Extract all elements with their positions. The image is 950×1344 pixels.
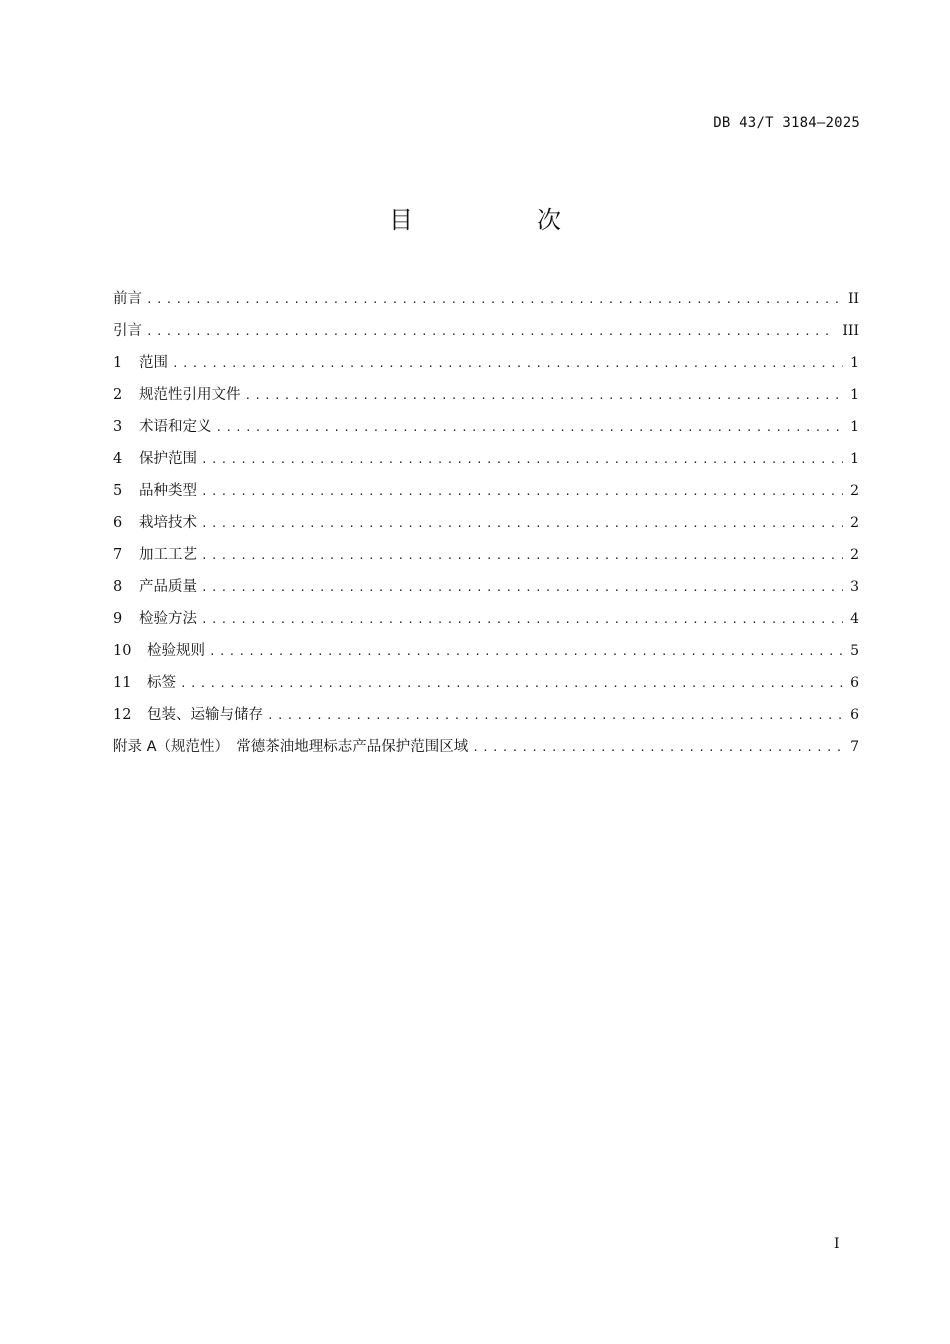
toc-entry-section-12[interactable] <box>113 699 859 731</box>
toc-entry-section-7[interactable] <box>113 539 859 571</box>
toc-page-number: 2 <box>850 483 859 499</box>
table-of-contents <box>113 283 859 763</box>
page-title: 目 次 <box>389 206 611 234</box>
toc-entry-section-6[interactable] <box>113 507 859 539</box>
toc-section-number: 10 <box>113 643 132 659</box>
document-code: DB 43/T 3184—2025 <box>713 115 860 131</box>
toc-entry-label: 检验规则 <box>147 643 205 659</box>
toc-leader-dots <box>201 604 843 636</box>
toc-leader-dots <box>201 444 843 476</box>
toc-entry-label: 保护范围 <box>139 451 197 467</box>
toc-leader-dots <box>146 316 836 348</box>
toc-section-number: 4 <box>113 451 123 467</box>
toc-entry-section-1[interactable] <box>113 347 859 379</box>
toc-page-number: 7 <box>850 739 859 755</box>
toc-leader-dots <box>201 508 843 540</box>
toc-page-number: 6 <box>850 707 859 723</box>
toc-page-number: 2 <box>850 515 859 531</box>
toc-entry-section-11[interactable] <box>113 667 859 699</box>
toc-page-number: II <box>847 291 859 307</box>
toc-section-number: 3 <box>113 419 123 435</box>
toc-section-number: 7 <box>113 547 123 563</box>
toc-leader-dots <box>472 732 843 764</box>
toc-entry-label: 附录 A（规范性） 常德茶油地理标志产品保护范围区域 <box>113 739 469 755</box>
toc-section-number: 8 <box>113 579 123 595</box>
toc-entry-section-9[interactable] <box>113 603 859 635</box>
toc-section-number: 12 <box>113 707 132 723</box>
toc-entry-label: 包装、运输与储存 <box>147 707 263 723</box>
toc-page-number: 1 <box>850 355 859 371</box>
toc-entry-section-10[interactable] <box>113 635 859 667</box>
toc-page-number: 5 <box>850 643 859 659</box>
toc-section-number: 5 <box>113 483 123 499</box>
toc-section-number: 11 <box>113 675 132 691</box>
toc-leader-dots <box>201 540 843 572</box>
toc-entry-introduction[interactable] <box>113 315 859 347</box>
toc-leader-dots <box>201 572 843 604</box>
toc-page-number: 1 <box>850 451 859 467</box>
toc-section-number: 1 <box>113 355 123 371</box>
toc-entry-label: 产品质量 <box>139 579 197 595</box>
toc-entry-label: 术语和定义 <box>139 419 212 435</box>
toc-entry-label: 范围 <box>139 355 168 371</box>
toc-page-number: 6 <box>850 675 859 691</box>
toc-leader-dots <box>216 412 844 444</box>
toc-page-number: 2 <box>850 547 859 563</box>
toc-page-number: 1 <box>850 387 859 403</box>
toc-section-number: 6 <box>113 515 123 531</box>
toc-entry-label: 引言 <box>113 323 142 339</box>
toc-leader-dots <box>201 476 843 508</box>
toc-entry-label: 加工工艺 <box>139 547 197 563</box>
toc-section-number: 2 <box>113 387 123 403</box>
toc-leader-dots <box>245 380 844 412</box>
toc-leader-dots <box>209 636 843 668</box>
toc-leader-dots <box>267 700 843 732</box>
page-number: I <box>834 1236 840 1252</box>
toc-entry-label: 品种类型 <box>139 483 197 499</box>
toc-leader-dots <box>180 668 843 700</box>
toc-leader-dots <box>172 348 843 380</box>
toc-entry-section-8[interactable] <box>113 571 859 603</box>
toc-entry-label: 前言 <box>113 291 142 307</box>
toc-entry-label: 规范性引用文件 <box>139 387 241 403</box>
toc-entry-foreword[interactable] <box>113 283 859 315</box>
toc-section-number: 9 <box>113 611 123 627</box>
toc-entry-section-2[interactable] <box>113 379 859 411</box>
toc-entry-section-4[interactable] <box>113 443 859 475</box>
toc-page-number: 3 <box>850 579 859 595</box>
toc-entry-label: 栽培技术 <box>139 515 197 531</box>
toc-page-number: III <box>842 323 859 339</box>
toc-entry-section-5[interactable] <box>113 475 859 507</box>
toc-entry-label: 检验方法 <box>139 611 197 627</box>
toc-page-number: 4 <box>850 611 859 627</box>
toc-entry-label: 标签 <box>147 675 176 691</box>
toc-leader-dots <box>146 284 842 316</box>
toc-entry-section-3[interactable] <box>113 411 859 443</box>
toc-entry-appendix-a[interactable] <box>113 731 859 763</box>
toc-page-number: 1 <box>850 419 859 435</box>
